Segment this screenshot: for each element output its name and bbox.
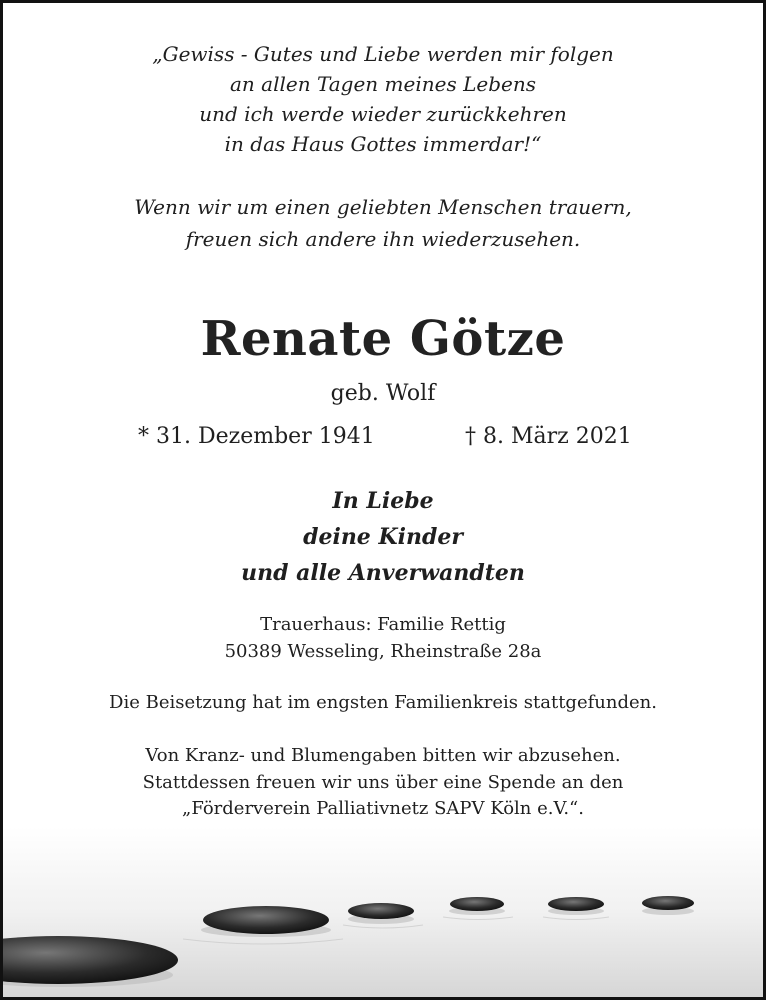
mourning-saying: [3, 191, 763, 255]
stepping-stones-image: [3, 827, 763, 997]
stone: [203, 906, 329, 934]
stone: [348, 903, 414, 919]
donation-line: „Förderverein Palliativnetz SAPV Köln e.V.“.: [182, 798, 584, 819]
mourning-house-address: [3, 611, 763, 665]
signature-line: und alle Anverwandten: [241, 560, 525, 586]
donation-line: Stattdessen freuen wir uns über eine Spende an den: [142, 771, 624, 793]
saying-line: freuen sich andere ihn wiederzusehen.: [185, 227, 581, 251]
quote-line: und ich werde wieder zurückkehren: [199, 102, 567, 126]
stone: [450, 897, 504, 911]
saying-line: Wenn wir um einen geliebten Menschen trauern,: [134, 195, 632, 219]
quote-line: „Gewiss - Gutes und Liebe werden mir folgen: [152, 42, 614, 66]
birth-name: geb. Wolf: [330, 381, 436, 406]
donation-line: Von Kranz- und Blumengaben bitten wir abzusehen.: [145, 745, 621, 766]
death-date: † 8. März 2021: [465, 424, 632, 449]
address-line: 50389 Wesseling, Rheinstraße 28a: [224, 641, 542, 662]
signature-line: deine Kinder: [303, 524, 463, 550]
signature-line: In Liebe: [332, 488, 434, 514]
stone: [548, 897, 604, 911]
birth-date: * 31. Dezember 1941: [138, 424, 375, 449]
quote-line: in das Haus Gottes immerdar!“: [224, 132, 542, 156]
stone: [642, 896, 694, 910]
quote-line: an allen Tagen meines Lebens: [230, 72, 536, 96]
signature-block: [3, 483, 763, 591]
burial-note: Die Beisetzung hat im engsten Familienkreis stattgefunden.: [109, 692, 657, 713]
address-line: Trauerhaus: Familie Rettig: [260, 614, 506, 635]
bible-quote: [3, 39, 763, 159]
deceased-name: Renate Götze: [200, 311, 566, 367]
